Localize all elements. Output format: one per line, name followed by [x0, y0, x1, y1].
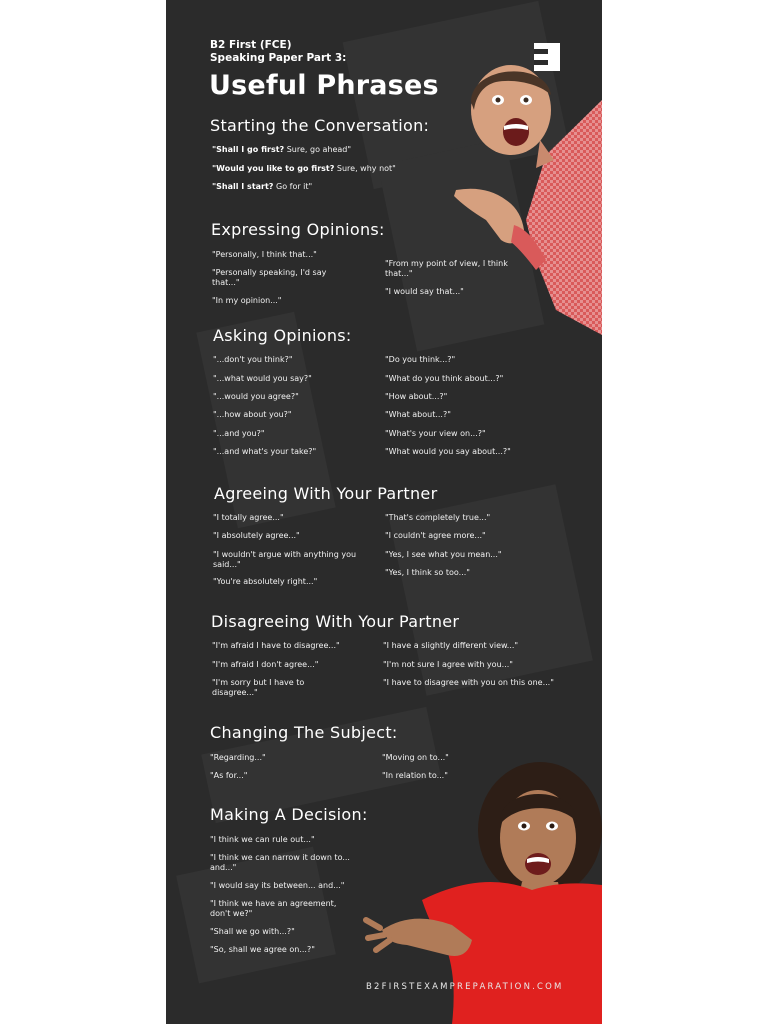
- phrase-item: "What about...?": [385, 410, 451, 419]
- phrase-item: "...what would you say?": [213, 374, 312, 383]
- phrase-item: "Shall I go first? Sure, go ahead": [212, 145, 352, 154]
- phrase-item: "How about...?": [385, 392, 448, 401]
- phrase-item: "I think we can narrow it down to... and...": [210, 853, 350, 872]
- phrase-item: "Moving on to...": [382, 753, 449, 762]
- phrase-item: "I wouldn't argue with anything you said...": [213, 550, 357, 569]
- phrase-item: "Do you think...?": [385, 355, 456, 364]
- phrase-item: "...don't you think?": [213, 355, 293, 364]
- section-title-expressing: Expressing Opinions:: [211, 220, 385, 239]
- phrase-item: "I have a slightly different view...": [383, 641, 519, 650]
- section-title-starting: Starting the Conversation:: [210, 116, 430, 135]
- phrase-item: "From my point of view, I think that...": [385, 259, 508, 278]
- phrase-item: "In my opinion...": [212, 296, 282, 305]
- section-title-changing: Changing The Subject:: [210, 723, 398, 742]
- phrase-item: "What's your view on...?": [385, 429, 486, 438]
- phrase-item: "You're absolutely right...": [213, 577, 318, 586]
- phrase-item: "...would you agree?": [213, 392, 299, 401]
- phrase-item: "I totally agree...": [213, 513, 284, 522]
- infographic-poster: [166, 0, 602, 1024]
- phrase-item: "Yes, I think so too...": [385, 568, 470, 577]
- website-footer: B2FIRSTEXAMPREPARATION.COM: [366, 982, 564, 992]
- phrase-item: "Would you like to go first? Sure, why not": [212, 164, 396, 173]
- phrase-item: "...and you?": [213, 429, 265, 438]
- phrase-item: "I'm not sure I agree with you...": [383, 660, 513, 669]
- phrase-item: "...and what's your take?": [213, 447, 317, 456]
- phrase-item: "Shall I start? Go for it": [212, 182, 313, 191]
- phrase-item: "...how about you?": [213, 410, 292, 419]
- page-title: Useful Phrases: [209, 70, 439, 101]
- phrase-item: "What do you think about...?": [385, 374, 504, 383]
- phrase-item: "Yes, I see what you mean...": [385, 550, 502, 559]
- phrase-item: "I absolutely agree...": [213, 531, 300, 540]
- phrase-item: "I think we have an agreement, don't we?": [210, 899, 337, 918]
- phrase-item: "I'm afraid I have to disagree...": [212, 641, 340, 650]
- section-title-asking: Asking Opinions:: [213, 326, 352, 345]
- phrase-item: "I have to disagree with you on this one...": [383, 678, 554, 687]
- phrase-item: "Personally, I think that...": [212, 250, 317, 259]
- header-line-1: B2 First (FCE): [210, 39, 292, 51]
- phrase-item: "Shall we go with...?": [210, 927, 295, 936]
- phrase-item: "I couldn't agree more...": [385, 531, 486, 540]
- phrase-item: "That's completely true...": [385, 513, 491, 522]
- phrase-item: "So, shall we agree on...?": [210, 945, 315, 954]
- phrase-item: "I'm afraid I don't agree...": [212, 660, 319, 669]
- phrase-item: "I would say its between... and...": [210, 881, 345, 890]
- section-title-deciding: Making A Decision:: [210, 805, 368, 824]
- phrase-item: "In relation to...": [382, 771, 448, 780]
- phrase-item: "I'm sorry but I have to disagree...": [212, 678, 305, 697]
- phrase-item: "As for...": [210, 771, 248, 780]
- section-title-disagreeing: Disagreeing With Your Partner: [211, 612, 460, 631]
- phrase-item: "I think we can rule out...": [210, 835, 315, 844]
- phrase-item: "Personally speaking, I'd say that...": [212, 268, 327, 287]
- section-title-agreeing: Agreeing With Your Partner: [214, 484, 438, 503]
- phrase-item: "Regarding...": [210, 753, 266, 762]
- phrase-item: "I would say that...": [385, 287, 464, 296]
- phrase-item: "What would you say about...?": [385, 447, 511, 456]
- header-line-2: Speaking Paper Part 3:: [210, 52, 347, 64]
